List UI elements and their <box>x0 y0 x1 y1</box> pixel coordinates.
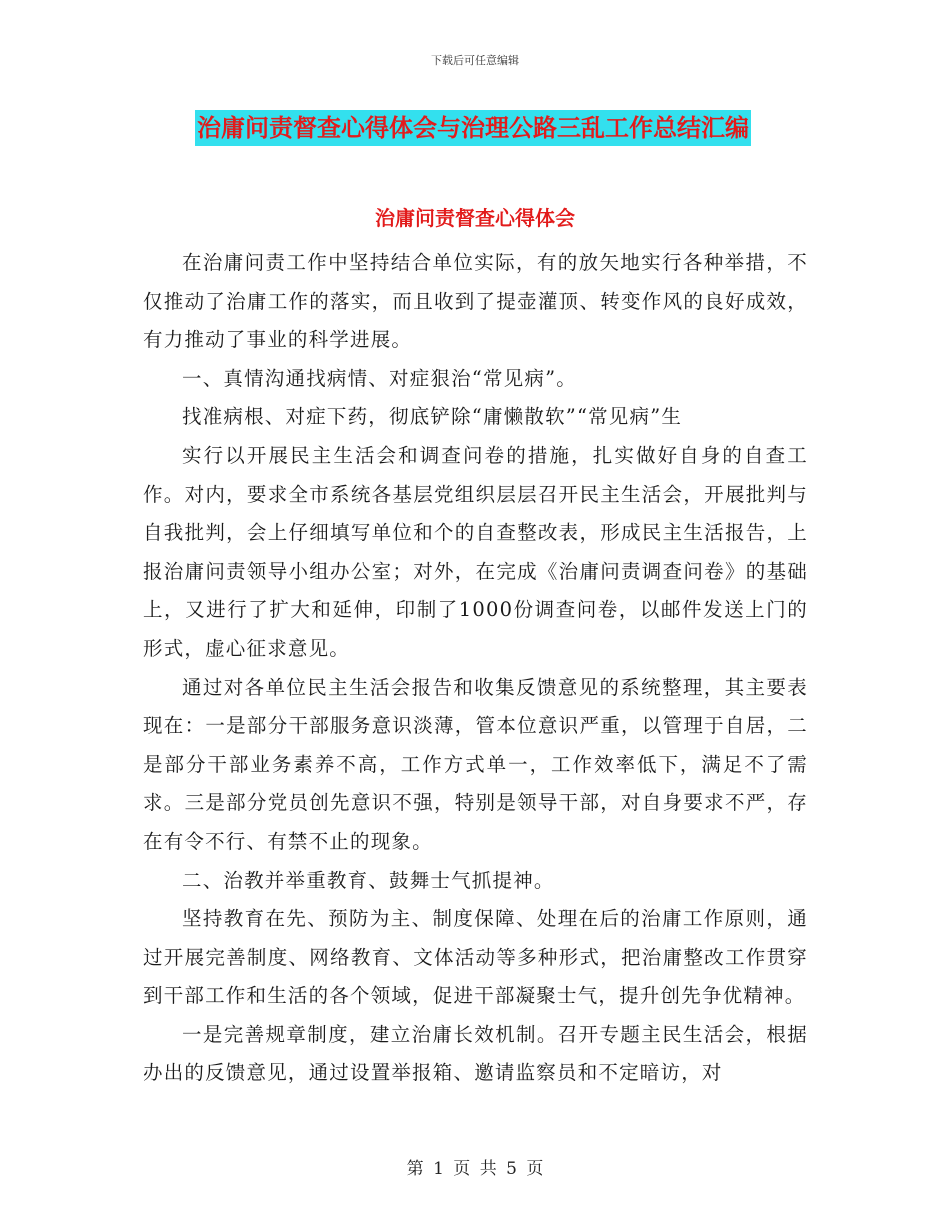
paragraph: 二、治教并举重教育、鼓舞士气抓提神。 <box>182 868 555 892</box>
paragraph: 通过对各单位民主生活会报告和收集反馈意见的系统整理，其主要表现在：一是部分干部服务意识淡薄，管本位意识严重，以管理于自居，二是部分干部业务素养不高，工作方式单一，工作效率低下，满足不了需求。三是部分党员创先意识不强，特别是领导干部，对自身要求不严，存在有令不行、有禁不止的现象。 <box>143 675 808 853</box>
page-header-note: 下载后可任意编辑 <box>431 54 519 67</box>
paragraph: 坚持教育在先、预防为主、制度保障、处理在后的治庸工作原则，通过开展完善制度、网络教育、文体活动等多种形式，把治庸整改工作贯穿到干部工作和生活的各个领域，促进干部凝聚士气，提升创先争优精神。 <box>143 907 808 1008</box>
paragraph: 一是完善规章制度，建立治庸长效机制。召开专题主民生活会，根据办出的反馈意见，通过设置举报箱、邀请监察员和不定暗访，对 <box>143 1022 808 1085</box>
document-body <box>143 244 808 1093</box>
paragraph: 找准病根、对症下药，彻底铲除“庸懒散软”“常见病”生 <box>182 405 683 429</box>
section-title: 治庸问责督查心得体会 <box>375 206 575 230</box>
document-title: 治庸问责督查心得体会与治理公路三乱工作总结汇编 <box>195 110 751 146</box>
page-number-footer: 第 1 页 共 5 页 <box>406 1159 544 1179</box>
paragraph: 一、真情沟通找病情、对症狠治“常见病”。 <box>182 366 577 390</box>
paragraph: 实行以开展民主生活会和调查问卷的措施，扎实做好自身的自查工作。对内，要求全市系统各基层党组织层层召开民主生活会，开展批判与自我批判，会上仔细填写单位和个的自查整改表，形成民主生活报告，上报治庸问责领导小组办公室；对外，在完成《治庸问责调查问卷》的基础上，又进行了扩大和延伸，印制了1000份调查问卷，以邮件发送上门的形式，虚心征求意见。 <box>143 443 808 660</box>
paragraph: 在治庸问责工作中坚持结合单位实际，有的放矢地实行各种举措，不仅推动了治庸工作的落实，而且收到了提壶灌顶、转变作风的良好成效，有力推动了事业的科学进展。 <box>143 251 808 352</box>
